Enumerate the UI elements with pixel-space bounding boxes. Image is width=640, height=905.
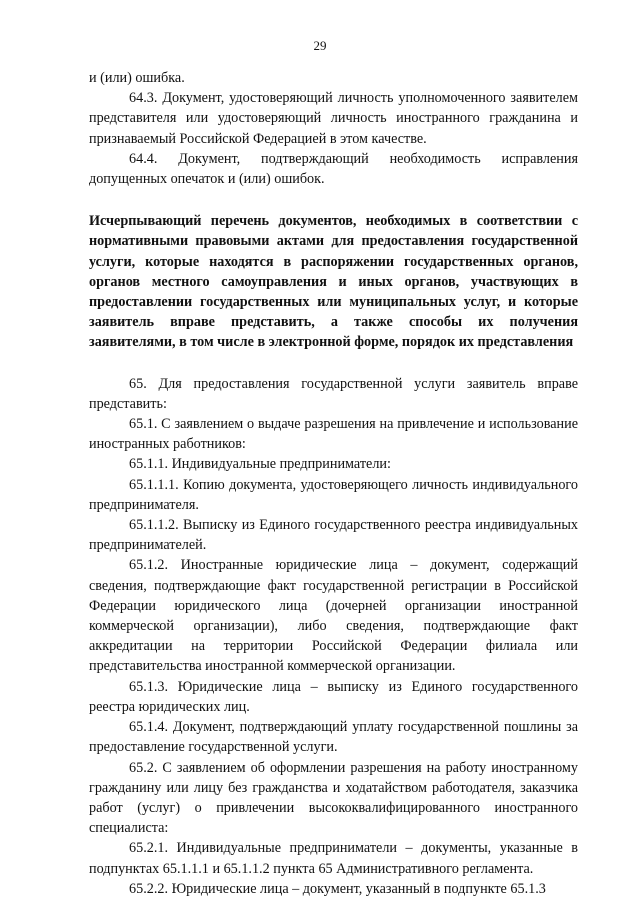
paragraph-65-2: 65.2. С заявлением об оформлении разрешения на работу иностранному гражданину или лицу без гражданства и ходатайством работодателя, заказчика работ (услуг) о привлечении высококвалифицированного иностранного специалиста: (89, 759, 578, 837)
paragraph-65-1-1-2: 65.1.1.2. Выписку из Единого государственного реестра индивидуальных предпринимателей. (89, 517, 578, 554)
paragraph-65-1-1-1: 65.1.1.1. Копию документа, удостоверяющего личность индивидуального предпринимателя. (89, 476, 578, 513)
paragraph-65-1-2: 65.1.2. Иностранные юридические лица – документ, содержащий сведения, подтверждающие факт государственной регистрации в Российской Федерации юридического лица (дочерней организации иностранной коммерческой организации), либо сведения, подтверждающие факт аккредитации на территории Российской Федерации филиала или представительства иностранной коммерческой организации. (89, 557, 578, 675)
paragraph-65: 65. Для предоставления государственной услуги заявитель вправе представить: (89, 375, 578, 412)
paragraph-65-1: 65.1. С заявлением о выдаче разрешения на привлечение и использование иностранных работников: (89, 416, 578, 453)
paragraph-65-1-4: 65.1.4. Документ, подтверждающий уплату государственной пошлины за предоставление государственной услуги. (89, 719, 578, 756)
paragraph-65-2-1: 65.2.1. Индивидуальные предприниматели – документы, указанные в подпунктах 65.1.1.1 и 65.1.1.2 пункта 65 Административного регламента. (89, 840, 578, 877)
page-content (89, 68, 578, 899)
page-number: 29 (313, 38, 327, 53)
paragraph-64-3: 64.3. Документ, удостоверяющий личность уполномоченного заявителем представителя или удостоверяющий личность иностранного гражданина и признаваемый Российской Федерацией в этом качестве. (89, 90, 578, 147)
paragraph: и (или) ошибка. (89, 70, 185, 86)
section-heading: Исчерпывающий перечень документов, необходимых в соответствии с нормативными правовыми актами для предоставления государственной услуги, которые находятся в распоряжении государственных органов, органов местного самоуправления и иных органов, участвующих в предоставлении государственных или муниципальных услуг, и которые заявитель вправе представить, а также способы их получения заявителями, в том числе в электронной форме, порядок их представления (89, 213, 578, 351)
paragraph-65-1-3: 65.1.3. Юридические лица – выписку из Единого государственного реестра юридических лиц. (89, 678, 578, 715)
paragraph-65-2-2: 65.2.2. Юридические лица – документ, указанный в подпункте 65.1.3 (129, 880, 546, 897)
paragraph-64-4: 64.4. Документ, подтверждающий необходимость исправления допущенных опечаток и (или) ошибок. (89, 150, 578, 188)
paragraph-65-1-1: 65.1.1. Индивидуальные предприниматели: (129, 456, 391, 473)
